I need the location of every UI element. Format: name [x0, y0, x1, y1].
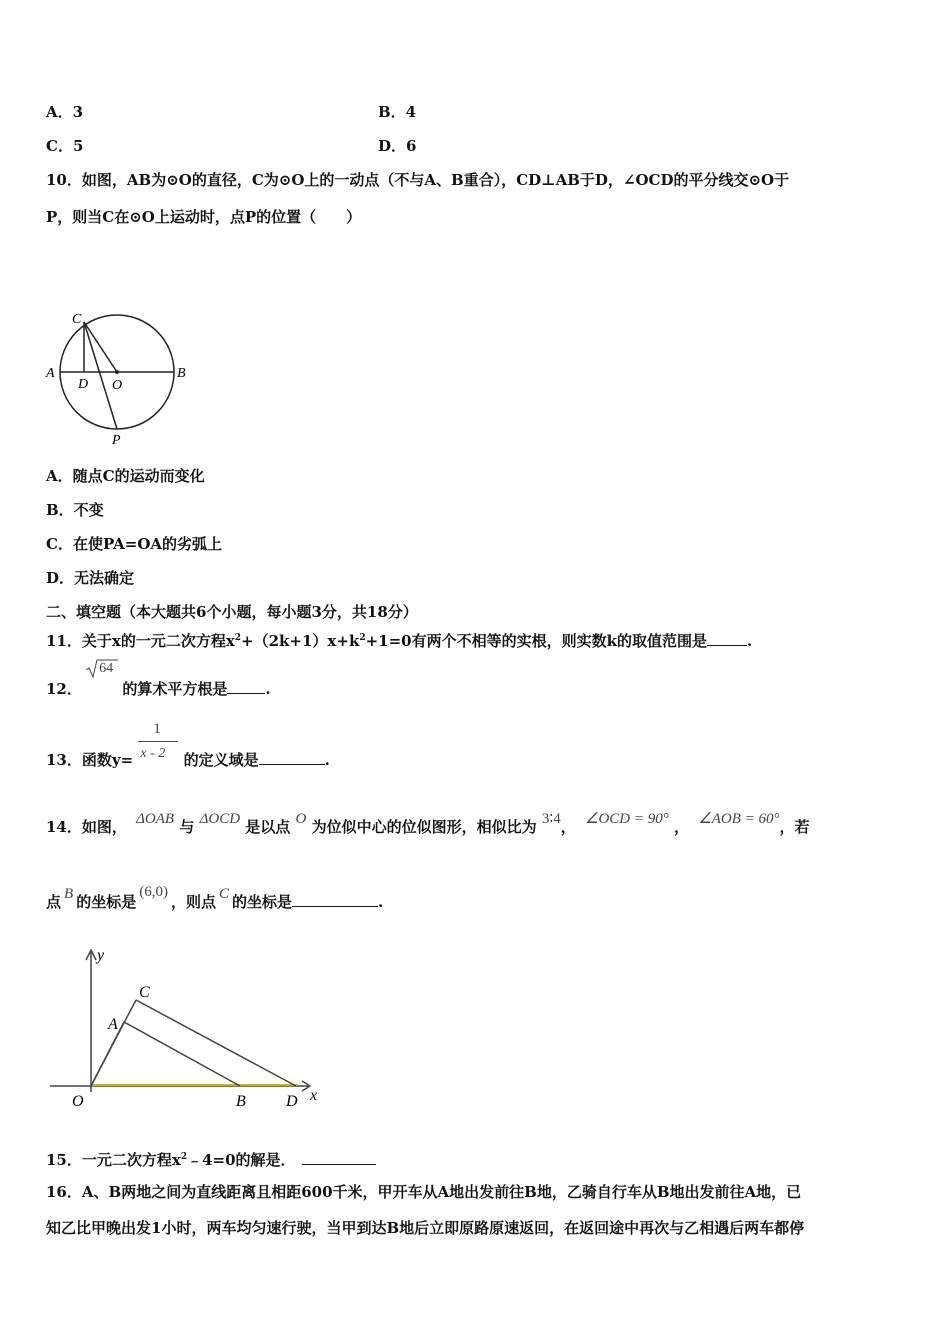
- section-heading: 二、填空题（本大题共6个小题，每小题3分，共18分）: [46, 603, 418, 621]
- q12-radicand: 64: [99, 661, 114, 676]
- q13-numerator: 1: [153, 721, 161, 737]
- q10-stem-line2: P，则当C在⊙O上运动时，点P的位置（ ）: [46, 208, 362, 226]
- q14-coordinate-figure: [40, 940, 340, 1115]
- q14-answer-blank[interactable]: [292, 892, 378, 907]
- q14-point-c: C: [218, 886, 229, 902]
- label-c: C: [139, 984, 150, 1001]
- q9-option-a: A．3: [46, 103, 84, 121]
- q14-t3: 为位似中心的位似图形，相似比为: [311, 818, 537, 836]
- q10-option-b: B．不变: [46, 501, 104, 519]
- q14-point-b: B: [64, 886, 74, 902]
- q11-sup1: 2: [234, 633, 242, 643]
- fraction-bar: [138, 741, 178, 742]
- label-b: B: [236, 1093, 246, 1110]
- q16-line1: 16．A、B两地之间为直线距离且相距600千米，甲开车从A地出发前往B地，乙骑自行车从B地出发前往A地，已: [46, 1183, 802, 1201]
- q10-option-a: A．随点C的运动而变化: [46, 467, 205, 485]
- q10-option-c: C．在使PA=OA的劣弧上: [46, 535, 223, 553]
- label-p: P: [112, 433, 121, 448]
- label-o: O: [72, 1093, 84, 1110]
- label-b: B: [177, 366, 186, 381]
- q10-circle-figure: [40, 305, 200, 450]
- q14-t4: ，若: [779, 818, 810, 836]
- label-o: O: [112, 378, 123, 393]
- label-a: A: [108, 1016, 118, 1033]
- segment-oc: [91, 1000, 136, 1086]
- point-o: [115, 370, 119, 374]
- label-y: y: [97, 947, 105, 964]
- q16-line2: 知乙比甲晚出发1小时，两车均匀速行驶，当甲到达B地后立即原路原速返回，在返回途中再次与乙相遇后两车都停: [46, 1219, 805, 1237]
- q14-angle2: ∠AOB = 60°: [698, 811, 780, 827]
- q13-end: .: [324, 751, 330, 769]
- q12-end: .: [265, 680, 271, 698]
- q14-tri1: ΔOAB: [136, 811, 175, 827]
- q14-l2-mid2: ，则点: [170, 893, 216, 911]
- label-d: D: [286, 1093, 298, 1110]
- q10-option-d: D．无法确定: [46, 569, 135, 587]
- q13: [46, 721, 330, 770]
- q11: [46, 628, 752, 651]
- q11-pre: 11．关于x的一元二次方程x: [46, 632, 235, 650]
- q9-option-b: B．4: [378, 103, 417, 121]
- q15-answer-blank[interactable]: [302, 1150, 376, 1165]
- segment-ab: [124, 1022, 240, 1086]
- q11-end: .: [747, 632, 753, 650]
- q14-angle1: ∠OCD = 90°: [585, 811, 669, 827]
- label-a: A: [46, 366, 55, 381]
- q12-answer-blank[interactable]: [227, 679, 265, 694]
- q15: [46, 1147, 376, 1170]
- label-x: x: [310, 1087, 318, 1104]
- q9-option-c: C．5: [46, 137, 84, 155]
- q14-coord: (6,0): [139, 884, 168, 900]
- q15-pre: 15．一元二次方程x: [46, 1151, 181, 1169]
- q14-l2-pre: 点: [46, 893, 62, 911]
- q13-answer-blank[interactable]: [259, 750, 325, 765]
- segment-co: [84, 322, 117, 372]
- q14-tri2: ΔOCD: [199, 811, 241, 827]
- q12: [46, 661, 271, 699]
- q9-option-d: D．6: [378, 137, 417, 155]
- q11-post: +1=0有两个不相等的实根，则实数k的取值范围是: [365, 632, 708, 650]
- q11-answer-blank[interactable]: [707, 631, 747, 646]
- q15-sup: 2: [180, 1152, 188, 1162]
- q13-pre: 13．函数y=: [46, 751, 134, 769]
- q11-mid: +（2k+1）x+k: [241, 632, 360, 650]
- q10-stem-line1: 10．如图，AB为⊙O的直径，C为⊙O上的一动点（不与A、B重合），CD⊥AB于D，∠OCD的平分线交⊙O于: [46, 171, 790, 189]
- q12-sqrt: [87, 661, 117, 694]
- q14-l2-mid: 的坐标是: [76, 893, 137, 911]
- q14-line2: [46, 884, 384, 913]
- q14-ratio: 3∶4: [541, 811, 561, 827]
- q13-fraction: [138, 721, 178, 765]
- q14-center: O: [295, 811, 307, 827]
- q12-text: 的算术平方根是: [122, 680, 228, 698]
- q14-end: .: [378, 893, 384, 911]
- segment-cp: [84, 322, 117, 429]
- q14-comma2: ，: [674, 818, 690, 836]
- q14-l2-post: 的坐标是: [231, 893, 292, 911]
- q12-num: 12．: [46, 680, 82, 698]
- q15-post: ﹣4=0的解是．: [187, 1151, 296, 1169]
- q14-t1: 与: [179, 818, 195, 836]
- label-d: D: [78, 377, 89, 392]
- q13-denominator: x - 2: [140, 746, 166, 761]
- q13-post: 的定义域是: [183, 751, 259, 769]
- q14-comma1: ，: [560, 818, 576, 836]
- q11-sup2: 2: [359, 633, 366, 643]
- q14-num: 14．如图，: [46, 818, 127, 836]
- q14-t2: 是以点: [245, 818, 291, 836]
- label-c: C: [72, 312, 82, 327]
- q14-line1: [46, 811, 906, 838]
